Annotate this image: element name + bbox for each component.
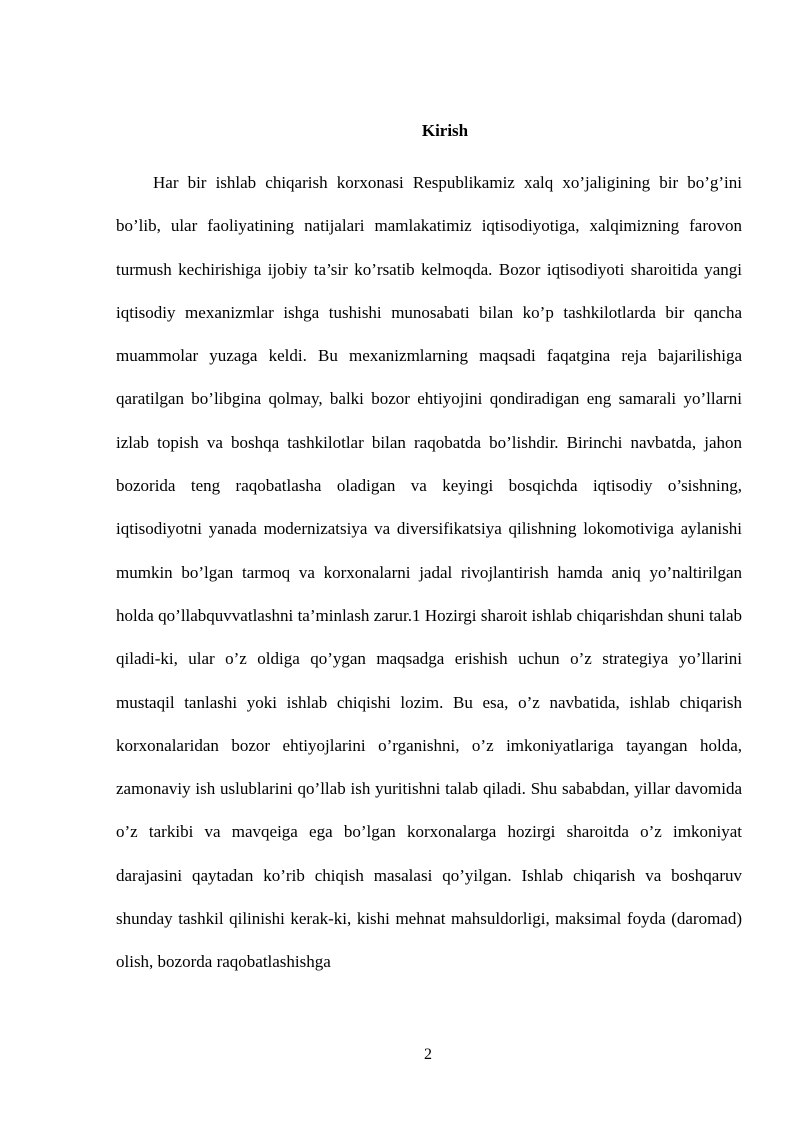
page-number: 2 [424,1046,432,1063]
body-paragraph: Har bir ishlab chiqarish korxonasi Respublikamiz xalq xo’jaligining bir bo’g’ini bo’lib, ular faoliyatining natijalari mamlakatimiz iqtisodiyotiga, xalqimizning farovon turmush kechirishiga ijobiy ta’sir ko’rsatib kelmoqda. Bozor iqtisodiyoti sharoitida yangi iqtisodiy mexanizmlar ishga tushishi munosabati bilan ko’p tashkilotlarda bir qancha muammolar yuzaga keldi. Bu mexanizmlarning maqsadi faqatgina reja bajarilishiga qaratilgan bo’libgina qolmay, balki bozor ehtiyojini qondiradigan eng samarali yo’llarni izlab topish va boshqa tashkilotlar bilan raqobatda bo’lishdir. Birinchi navbatda, jahon bozorida teng raqobatlasha oladigan va keyingi bosqichda iqtisodiy o’sishning, iqtisodiyotni yanada modernizatsiya va diversifikatsiya qilishning lokomotiviga aylanishi mumkin bo’lgan tarmoq va korxonalarni jadal rivojlantirish hamda aniq yo’naltirilgan holda qo’llabquvvatlashni ta’minlash zarur.1 Hozirgi sharoit ishlab chiqarishdan shuni talab qiladi-ki, ular o’z oldiga qo’ygan maqsadga erishish uchun o’z strategiya yo’llarini mustaqil tanlashi yoki ishlab chiqishi lozim. Bu esa, o’z navbatida, ishlab chiqarish korxonalaridan bozor ehtiyojlarini o’rganishni, o’z imkoniyatlariga tayangan holda, zamonaviy ish uslublarini qo’llab ish yuritishni talab qiladi. Shu sababdan, yillar davomida o’z tarkibi va mavqeiga ega bo’lgan korxonalarga hozirgi sharoitda o’z imkoniyat darajasini qaytadan ko’rib chiqish masalasi qo’yilgan. Ishlab chiqarish va boshqaruv shunday tashkil qilinishi kerak-ki, kishi mehnat mahsuldorligi, maksimal foyda (daromad) olish, bozorda raqobatlashishga [116,173,742,972]
section-heading: Kirish [421,121,469,140]
